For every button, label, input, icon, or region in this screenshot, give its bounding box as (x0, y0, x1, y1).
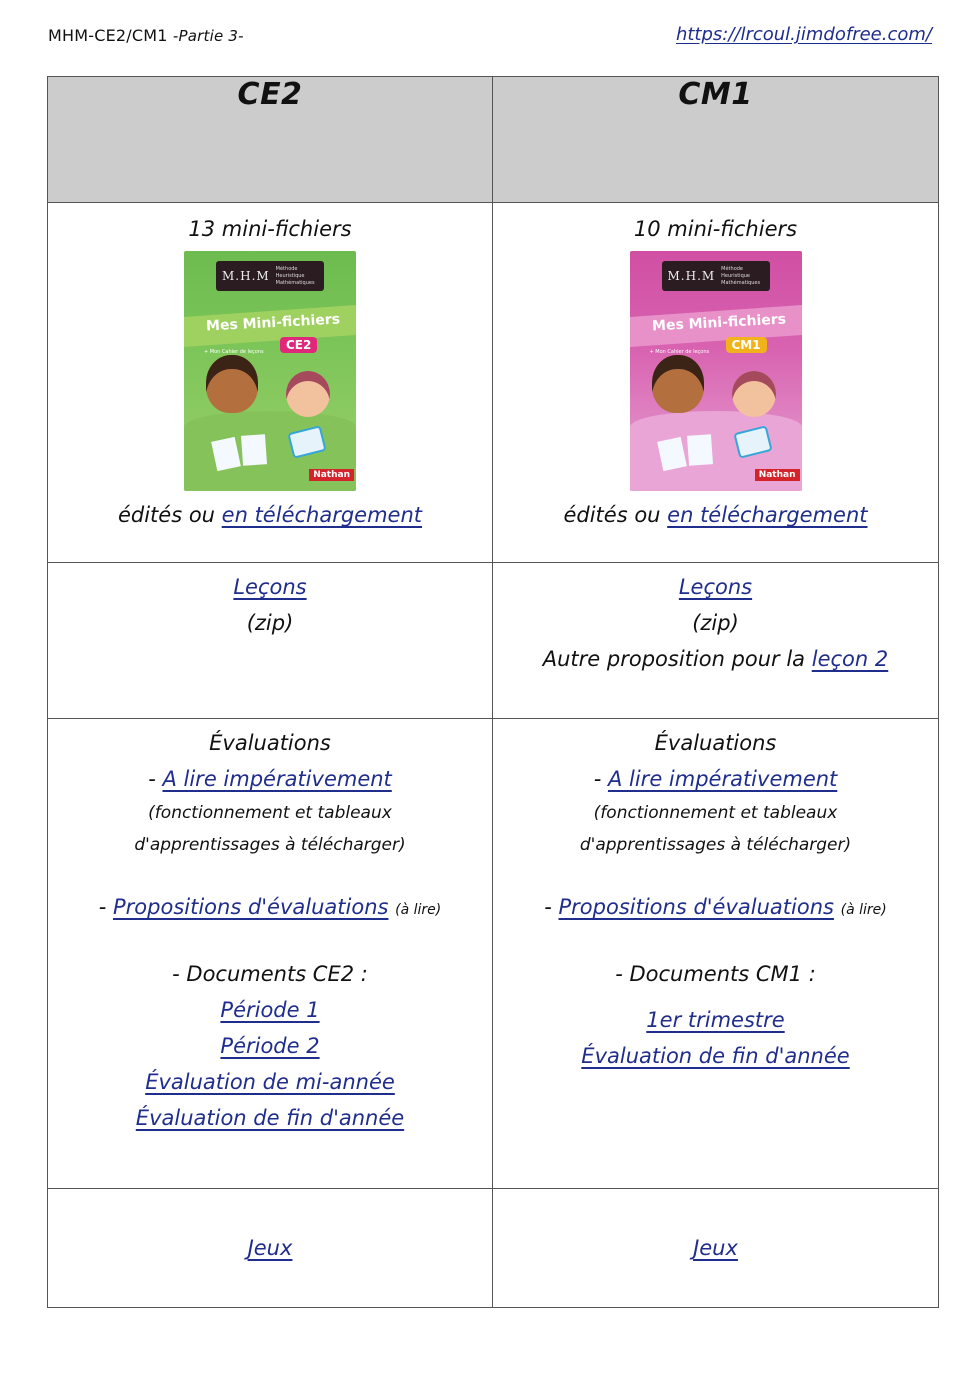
resources-table (47, 76, 939, 1308)
games-cell-ce2 (48, 1189, 493, 1308)
cover-title: Mes Mini-fichiers (651, 311, 786, 335)
document-title: MHM-CE2/CM1 (48, 26, 168, 45)
mhm-logo: M.H.M Méthode Heuristique Mathématiques (662, 261, 770, 291)
illustration-girl (206, 355, 258, 413)
document-link-mid-year[interactable]: Évaluation de mi-année (145, 1070, 395, 1094)
grade-header-cm1: CM1 (493, 77, 939, 203)
document-link-periode-1[interactable]: Période 1 (220, 998, 320, 1022)
must-read-link[interactable]: A lire impérativement (607, 767, 838, 791)
must-read-link[interactable]: A lire impérativement (162, 767, 392, 791)
document-link-end-year[interactable]: Évaluation de fin d'année (135, 1106, 405, 1130)
evaluations-row (48, 719, 939, 1189)
book-cover-cm1: M.H.M Méthode Heuristique Mathématiques Mes Mini-fichiers CM1 + Mon Cahier de leçons Nathan (630, 251, 802, 491)
document-link-1st-trimester[interactable]: 1er trimestre (646, 1008, 785, 1032)
lessons-link-ce2[interactable]: Leçons (233, 575, 307, 599)
evaluations-title: Évaluations (654, 731, 777, 755)
cover-title: Mes Mini-fichiers (205, 311, 341, 335)
grade-header-ce2: CE2 (48, 77, 493, 203)
illustration-boy (732, 371, 776, 417)
books-count: 10 mini-fichiers (633, 217, 798, 241)
book-cover-ce2: M.H.M Méthode Heuristique Mathématiques Mes Mini-fichiers CE2 + Mon Cahier de leçons Nathan (184, 251, 356, 491)
publisher-logo: Nathan (755, 469, 800, 481)
documents-label: - Documents CM1 : (615, 962, 816, 986)
illustration-boy (286, 371, 330, 417)
lessons-cell-ce2 (48, 563, 493, 719)
games-cell-cm1 (493, 1189, 939, 1308)
games-link-ce2[interactable]: Jeux (247, 1236, 293, 1260)
cover-level-badge: CM1 (726, 337, 767, 353)
lessons-row (48, 563, 939, 719)
lesson-2-link[interactable]: leçon 2 (811, 647, 889, 671)
mhm-logo: M.H.M Méthode Heuristique Mathématiques (216, 261, 324, 291)
site-link[interactable]: https://lrcoul.jimdofree.com/ (675, 24, 932, 45)
proposals-link[interactable]: Propositions d'évaluations (558, 895, 834, 919)
document-part: -Partie 3- (172, 27, 244, 45)
documents-label: - Documents CE2 : (172, 962, 368, 986)
books-row (48, 203, 939, 563)
games-row (48, 1189, 939, 1308)
proposals-link[interactable]: Propositions d'évaluations (113, 895, 389, 919)
books-cell-ce2: 13 mini-fichiers M.H.M Méthode Heuristique Mathématiques Mes Mini-fichiers CE2 + Mon Cahier de leçons Nathan édités ou en téléchargement (48, 203, 493, 563)
grade-header-row (48, 77, 939, 203)
document-link-end-year[interactable]: Évaluation de fin d'année (581, 1044, 850, 1068)
games-link-cm1[interactable]: Jeux (693, 1236, 738, 1260)
evaluations-cell-ce2: Évaluations - A lire impérativement (fonctionnement et tableaux d'apprentissages à télécharger) - Propositions d'évaluations (à lire) - Documents CE2 : Période 1 Période 2 Évaluation de mi-année Évaluation de fin d'année (48, 719, 493, 1189)
lessons-format: (zip) (246, 611, 294, 635)
books-count: 13 mini-fichiers (188, 217, 352, 241)
cover-level-badge: CE2 (280, 337, 317, 353)
evaluations-cell-cm1: Évaluations - A lire impérativement (fonctionnement et tableaux d'apprentissages à télécharger) - Propositions d'évaluations (à lire) - Documents CM1 : 1er trimestre Évaluation de fin d'année (493, 719, 939, 1189)
lessons-cell-cm1: Leçons (zip) Autre proposition pour la leçon 2 (493, 563, 939, 719)
evaluations-title: Évaluations (209, 731, 331, 755)
illustration-girl (652, 355, 704, 413)
books-cell-cm1: 10 mini-fichiers M.H.M Méthode Heuristique Mathématiques Mes Mini-fichiers CM1 + Mon Cahier de leçons Nathan édités ou en téléchargement (493, 203, 939, 563)
document-link-periode-2[interactable]: Période 2 (220, 1034, 320, 1058)
download-link-cm1[interactable]: en téléchargement (667, 503, 868, 527)
lessons-format: (zip) (692, 611, 739, 635)
download-link-ce2[interactable]: en téléchargement (221, 503, 423, 527)
document-header (48, 26, 244, 45)
publisher-logo: Nathan (309, 469, 354, 481)
lessons-link-cm1[interactable]: Leçons (678, 575, 753, 599)
